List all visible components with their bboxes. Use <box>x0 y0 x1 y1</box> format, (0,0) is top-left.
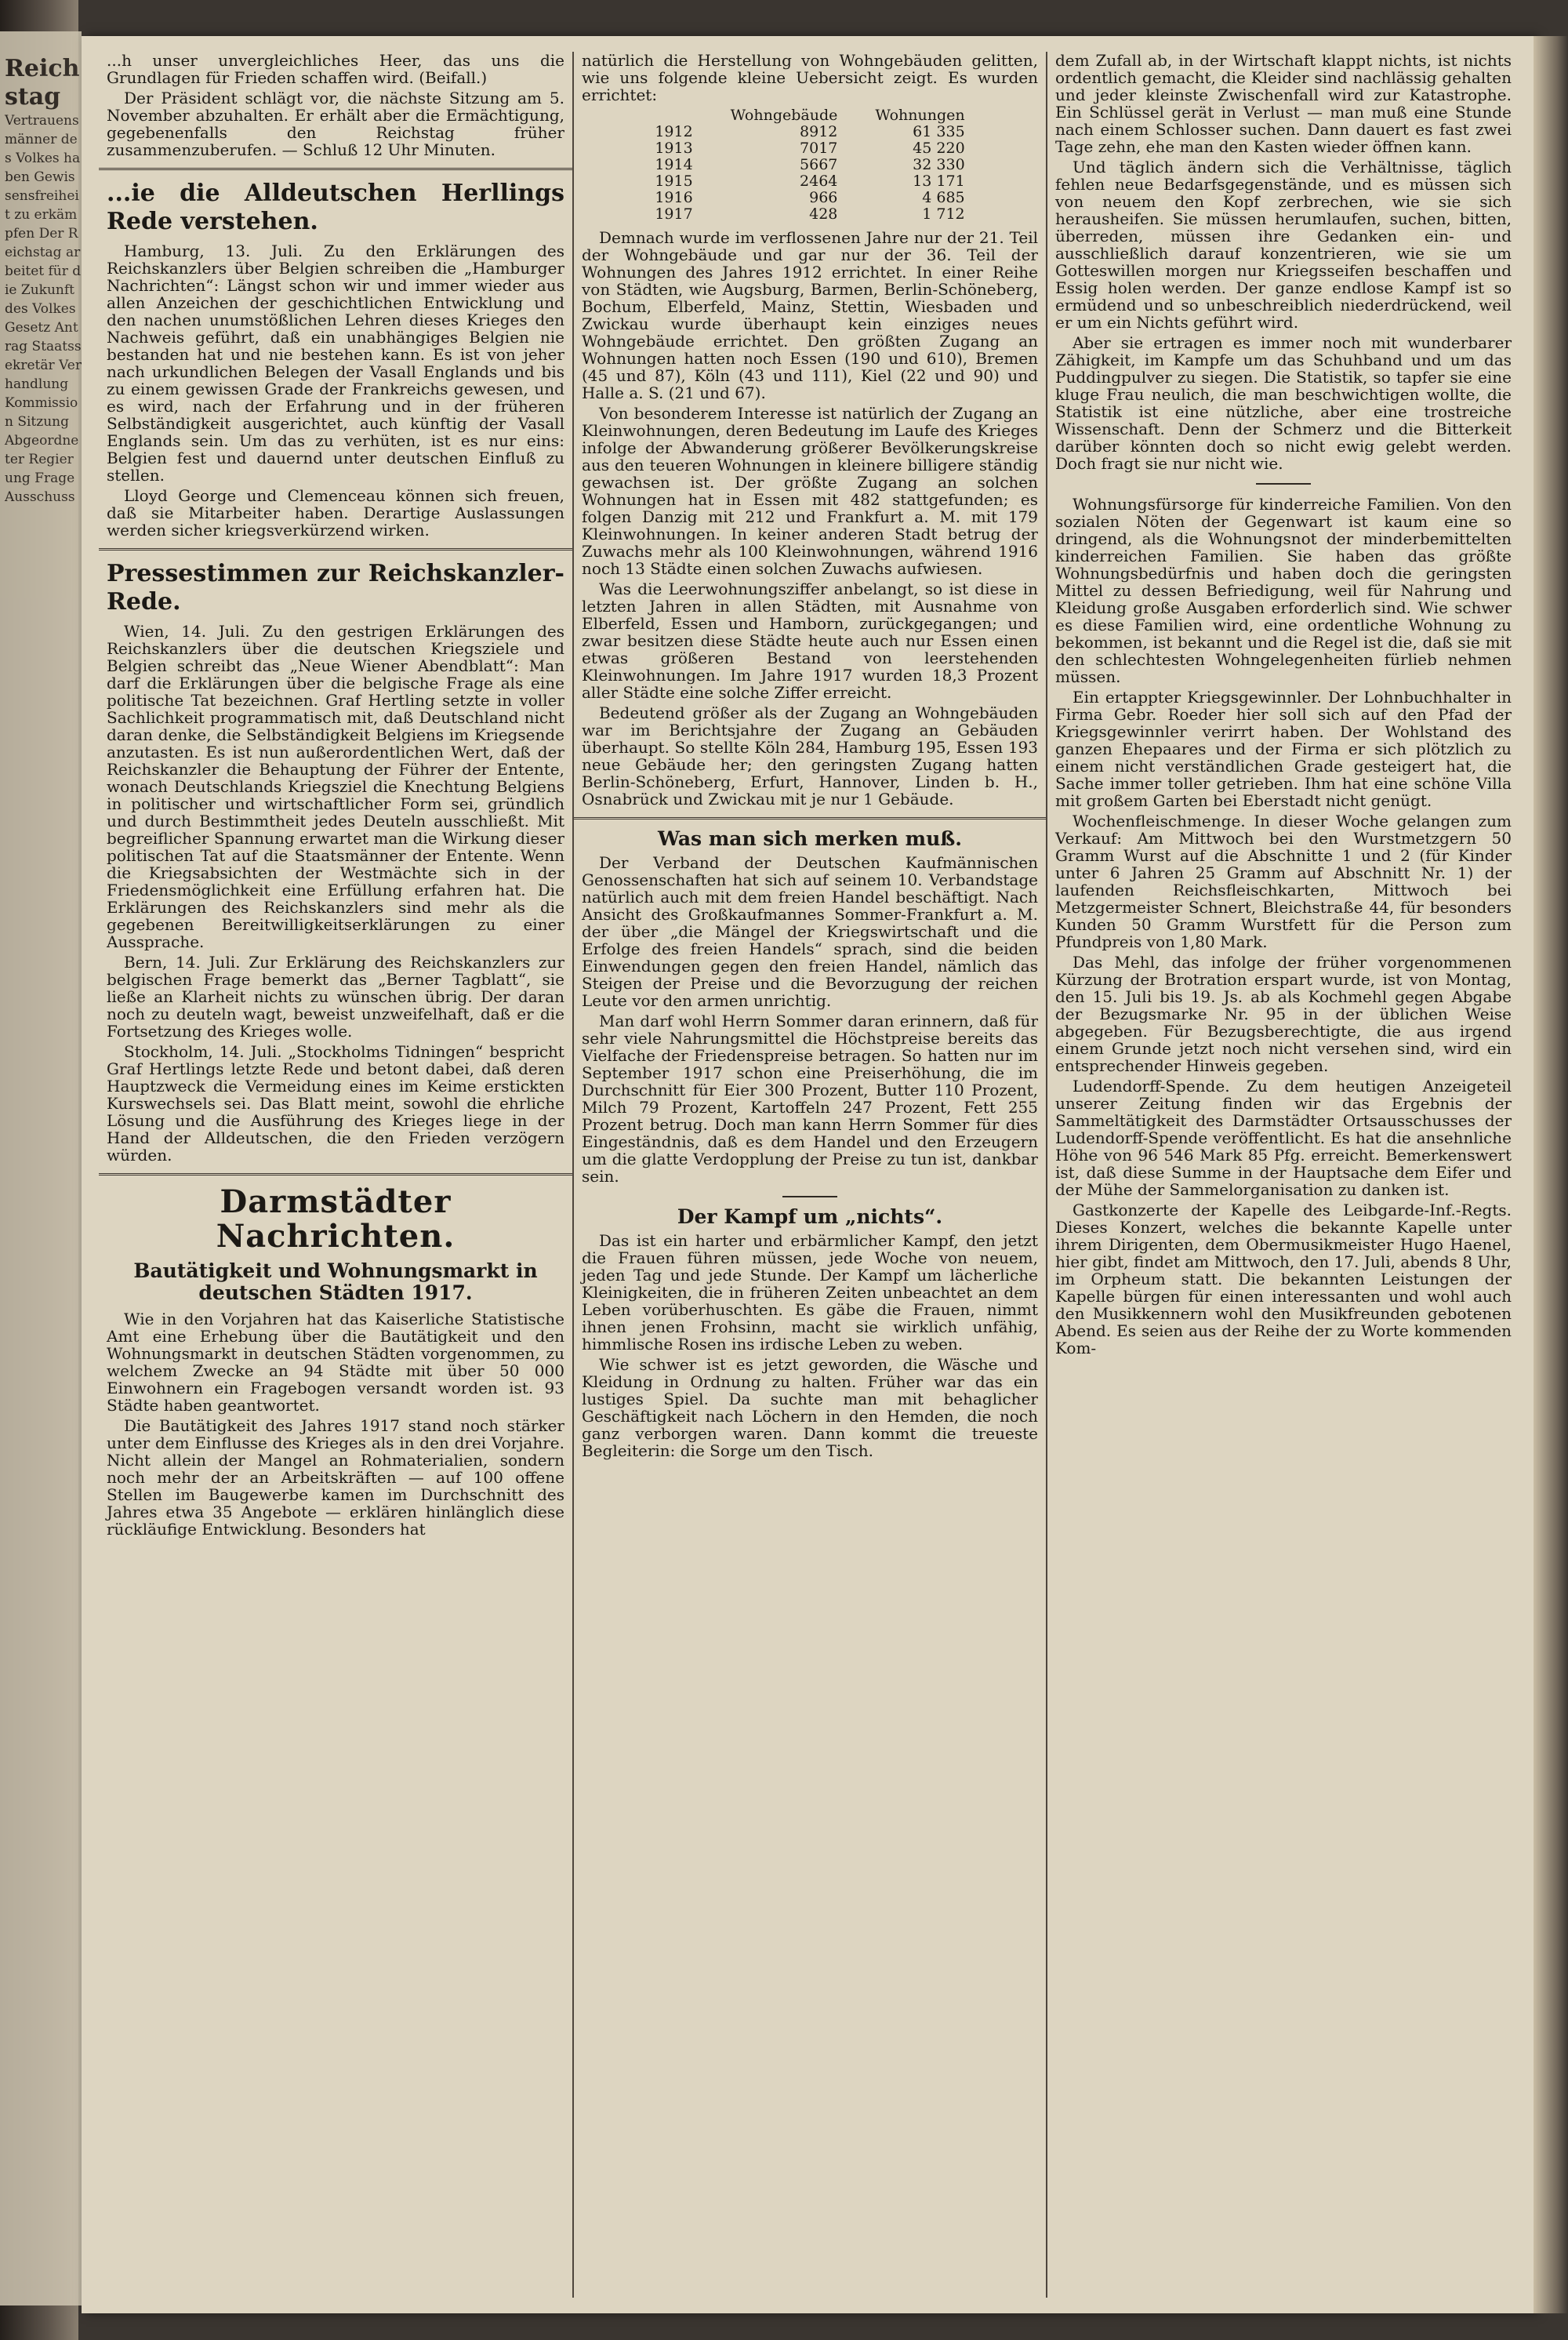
houses-cell: 2464 <box>800 173 838 190</box>
paragraph: ...h unser unvergleichliches Heer, das uns die Grundlagen für Frieden schaffen wird. (Beifall.) <box>107 52 564 87</box>
previous-page-text: Vertrauensmänner des Volkes haben Gewissensfreiheit zu erkämpfen Der Reichstag arbeitet für die Zukunft des Volkes Gesetz Antrag Staatssekretär Verhandlung Kommission Sitzung Abgeordneter Regierung Frage Ausschuss <box>5 113 82 505</box>
year-cell: 1916 <box>655 189 693 206</box>
year-cell: 1913 <box>655 140 693 157</box>
houses-cell: 966 <box>809 189 838 206</box>
column-header: Wohnungen <box>875 107 965 124</box>
flats-cell: 61 335 <box>913 123 965 140</box>
paragraph: Demnach wurde im verflossenen Jahre nur der 21. Teil der Wohngebäude und gar nur der 36. Teil der Wohnungen des Jahres 1912 errichtet. In einer Reihe von Städten, wie Augsburg, Barmen, Berlin-Schöneberg, Bochum, Elberfeld, Mainz, Stettin, Wiesbaden und Zwickau wurde überhaupt kein einziges neues Wohngebäude errichtet. Den größten Zugang an Wohnungen hatten noch Essen (190 und 610), Bremen (45 und 87), Köln (43 und 111), Kiel (22 und 90) und Halle a. S. (21 und 67). <box>581 228 1038 402</box>
paragraph: Stockholm, 14. Juli. „Stockholms Tidningen“ bespricht Graf Hertlings letzte Rede und betont dabei, daß deren Hauptzweck die Vermeidung eines im Keime erstickten Kurswechsels sei. Das Blatt meint, sowohl die ehrliche Lösung und die Ausführung des Krieges liege in der Hand der Alldeutschen, die den Frieden verzögern würden. <box>107 1042 564 1165</box>
divider <box>574 817 1046 819</box>
column-2 <box>572 52 1046 2298</box>
paragraph: Von besonderem Interesse ist natürlich der Zugang an Kleinwohnungen, deren Bedeutung im Laufe des Krieges infolge der Abwanderung größerer Bevölkerungskreise aus den teueren Wohnungen in kleinere billigere ständig gewachsen ist. Der größte Zugang an solchen Wohnungen hat in Essen mit 482 stattgefunden; es folgen Danzig mit 212 und Frankfurt a. M. mit 179 Kleinwohnungen. In keiner anderen Stadt betrug der Zuwachs mehr als 100 Kleinwohnungen, während 1916 noch 13 Städte einen solchen Zuwachs aufwiesen. <box>581 404 1038 578</box>
paragraph: Der Präsident schlägt vor, die nächste Sitzung am 5. November abzuhalten. Er erhält aber die Ermächtigung, gegebenenfalls den Reichstag früher zusammenzuberufen. — Schluß 12 Uhr Minuten. <box>107 89 564 159</box>
construction-table <box>636 107 983 223</box>
paragraph: Wochenfleischmenge. In dieser Woche gelangen zum Verkauf: Am Mittwoch bei den Wurstmetzgern 50 Gramm Wurst auf die Abschnitte 1 und 2 (für Kinder unter 6 Jahren 25 Gramm auf Abschnitt Nr. 1) der laufenden Reichsfleischkarten, Mittwoch bei Metzgermeister Schnert, Bleichstraße 44, für besonders Kunden 50 Gramm Wurstfett für die Person zum Pfundpreis von 1,80 Mark. <box>1055 812 1512 951</box>
paragraph: Gastkonzerte der Kapelle des Leibgarde-Inf.-Regts. Dieses Konzert, welches die bekannte Kapelle unter ihrem Dirigenten, dem Obermusikmeister Hugo Haenel, hier gibt, findet am Mittwoch, den 17. Juli, abends 8 Uhr, im Orpheum statt. Die bekannten Leistungen der Kapelle bürgen für einen interessanten und wohl auch den Musikkennern wohl den Musikfreunden gebotenen Abend. Es seien aus der Reihe der zu Worte kommenden Kom- <box>1055 1201 1512 1357</box>
houses-cell: 428 <box>809 205 838 223</box>
section-heading: Darmstädter Nachrichten. <box>216 1183 456 1255</box>
article-heading: Pressestimmen zur Reichskanzler-Rede. <box>107 560 564 616</box>
paragraph: Bern, 14. Juli. Zur Erklärung des Reichskanzlers zur belgischen Frage bemerkt das „Berner Tagblatt“, sie ließe an Klarheit nichts zu wünschen übrig. Der daran noch zu deuteln wagt, beweist unzweifelhaft, daß er die Fortsetzung des Krieges wolle. <box>107 953 564 1041</box>
paragraph: Ludendorff-Spende. Zu dem heutigen Anzeigeteil unserer Zeitung finden wir das Ergebnis der Sammeltätigkeit des Darmstädter Ortsausschusses der Ludendorff-Spende veröffentlicht. Es hat die ansehnliche Höhe von 96 546 Mark 85 Pfg. erreicht. Bemerkenswert ist, daß diese Summe in der Hauptsache dem Eifer und der Mühe der Sammelorganisation zu danken ist. <box>1055 1077 1512 1199</box>
year-cell: 1917 <box>655 205 693 223</box>
article-heading: Was man sich merken muß. <box>657 827 963 850</box>
table-row <box>636 157 983 173</box>
column-1 <box>99 52 572 2298</box>
paragraph: Aber sie ertragen es immer noch mit wunderbarer Zähigkeit, im Kampfe um das Schuhband und um das Puddingpulver zu siegen. Die Statistik, so tapfer sie eine kluge Frau neulich, die man beschwichtigen wollte, die Statistik ist eine nützliche, aber eine trostreiche Wissenschaft. Denn der Schmerz und die Bitterkeit darüber könnten doch so nicht ewig gelebt werden. Doch fragt sie nur nicht wie. <box>1055 333 1512 473</box>
paragraph: Wie schwer ist es jetzt geworden, die Wäsche und Kleidung in Ordnung zu halten. Früher war das ein lustiges Spiel. Da suchte man mit behaglicher Geschäftigkeit nach Löchern in den Hemden, die noch ganz verborgen waren. Dann kommt die treueste Begleiterin: die Sorge um den Tisch. <box>581 1355 1038 1460</box>
divider <box>99 548 572 550</box>
paragraph: Das Mehl, das infolge der früher vorgenommenen Kürzung der Brotration erspart wurde, ist von Montag, den 15. Juli bis 19. Js. ab als Kochmehl gegen Abgabe der Bezugsmarke Nr. 95 in der üblichen Weise abgegeben. Für Bezugsberechtigte, die aus irgend einem Grunde jetzt noch nicht versehen sind, wird ein entsprechender Hinweis gegeben. <box>1055 953 1512 1075</box>
paragraph: Wohnungsfürsorge für kinderreiche Familien. Von den sozialen Nöten der Gegenwart ist kaum eine so dringend, als die Wohnungsnot der minderbemittelten kinderreichen Familien. Sie haben das größte Wohnungsbedürfnis und haben doch die geringsten Mittel zu dessen Befriedigung, weil für Nahrung und Kleidung große Ausgaben erforderlich sind. Wie schwer es diese Familien wird, eine ordentliche Wohnung zu bekommen, ist bekannt und die Regel ist die, daß sie mit den schlechtesten Wohngelegenheiten fürlieb nehmen müssen. <box>1055 495 1512 686</box>
divider <box>99 1173 572 1175</box>
paragraph: Lloyd George und Clemenceau können sich freuen, daß sie Mitarbeiter haben. Derartige Auslassungen werden sicher kriegsverkürzend wirken. <box>107 486 564 540</box>
table-row <box>636 124 983 140</box>
flats-cell: 13 171 <box>913 173 965 190</box>
table-row <box>636 206 983 223</box>
article-heading: ...ie die Alldeutschen Herllings Rede verstehen. <box>107 180 564 235</box>
newspaper-page <box>82 36 1534 2313</box>
paragraph: Das ist ein harter und erbärmlicher Kampf, den jetzt die Frauen führen müssen, jede Woche von neuem, jeden Tag und jede Stunde. Der Kampf um lächerliche Kleinigkeiten, die in früheren Zeiten unbeachtet an dem Leben vorüberhuschten. Es gäbe die Frauen, nimmt ihnen jenen Frohsinn, macht sie wirklich unfähig, himmlische Rosen ins irdische Leben zu weben. <box>581 1231 1038 1353</box>
houses-cell: 5667 <box>800 156 838 173</box>
paragraph: Ein ertappter Kriegsgewinnler. Der Lohnbuchhalter in Firma Gebr. Roeder hier soll sich auf den Pfad der Kriegsgewinnler verirrt haben. Der Wohlstand des ganzen Ehepaares und der Firma er sich plötzlich zu einem nicht verständlichen Grade gesteigert hat, die Sache immer toller getrieben. Ihm hat eine schöne Villa mit großem Garten bei Eberstadt nicht genügt. <box>1055 688 1512 810</box>
paragraph: Wie in den Vorjahren hat das Kaiserliche Statistische Amt eine Erhebung über die Bautätigkeit und den Wohnungsmarkt in deutschen Städten vorgenommen, zu welchem Zwecke an 94 Städte mit über 50 000 Einwohnern ein Fragebogen versandt worden ist. 93 Städte haben geantwortet. <box>107 1310 564 1415</box>
column-header <box>636 107 711 124</box>
year-cell: 1915 <box>655 173 693 190</box>
column-layout <box>99 52 1519 2298</box>
paragraph: dem Zufall ab, in der Wirtschaft klappt nichts, ist nichts ordentlich gemacht, die Kleider sind nachlässig gehalten und jeder kleinste Zwischenfall wird zur Katastrophe. Ein Schlüssel gerät in Verlust — man muß eine Stunde nach einem Schlosser suchen. Dann dauert es fast zwei Tage zehn, ehe man den Kasten wieder öffnen kann. <box>1055 52 1512 156</box>
article-heading: Der Kampf um „nichts“. <box>677 1205 943 1228</box>
previous-page-heading: Reichstag <box>5 55 80 111</box>
divider <box>99 168 572 170</box>
short-divider <box>782 1196 837 1197</box>
previous-page-strip <box>0 31 82 2305</box>
houses-cell: 8912 <box>800 123 838 140</box>
year-cell: 1914 <box>655 156 693 173</box>
table-row <box>636 190 983 206</box>
column-header: Wohngebäude <box>730 107 838 124</box>
paragraph: Bedeutend größer als der Zugang an Wohngebäuden war im Berichtsjahre der Zugang an Gebäuden überhaupt. So stellte Köln 284, Hamburg 195, Essen 193 neue Gebäude her; den geringsten Zugang hatten Berlin-Schöneberg, Erfurt, Hannover, Linden b. H., Osnabrück und Zwickau mit je nur 1 Gebäude. <box>581 703 1038 808</box>
paragraph: Hamburg, 13. Juli. Zu den Erklärungen des Reichskanzlers über Belgien schreiben die „Hamburger Nachrichten“: Längst schon wir und immer wieder aus allen Anzeichen der geschichtlichen Entwicklung und den nachen unumstößlichen Lehren dieses Krieges den Nachweis geführt, daß ein unabhängiges Belgien nie bestanden hat und nie bestehen kann. Es ist von jeher nach urkundlichen Belegen der Vasall Englands und bis zu einem gewissen Grade der Frankreichs gewesen, und es wird, nach der Erfahrung und in der früheren Selbständigkeit ausgerichtet, auch künftig der Vasall Englands sein. Um das zu verhüten, ist es nur eins: Belgien fest und dauernd unter deutschen Einfluß zu stellen. <box>107 242 564 485</box>
table-row <box>636 173 983 190</box>
paragraph: Wien, 14. Juli. Zu den gestrigen Erklärungen des Reichskanzlers über die deutschen Kriegsziele und Belgien schreibt das „Neue Wiener Abendblatt“: Man darf die Erklärungen über die belgische Frage als eine politische Tat bezeichnen. Graf Hertling setzte in voller Sachlichkeit programmatisch mit, daß Deutschland nicht daran denke, die Selbständigkeit Belgiens im Kriegsende anzutasten. Es ist nun außerordentlichen Wert, daß der Reichskanzler die Behauptung der Führer der Entente, wonach Deutschlands Kriegsziel die Knechtung Belgiens in politischer und wirtschaftlicher Form sei, gründlich und durch Bestimmtheit jedes Deuteln ausschließt. Mit begreiflicher Spannung erwartet man die Wirkung dieser politischen Tat auf die Staatsmänner der Entente. Wenn die Kriegsabsichten der Westmächte sich in der Friedensmöglichkeit eine Erfüllung erfahren hat. Die Erklärungen des Reichskanzlers sind mehr als die gegebenen Bereitwilligkeitserklärungen zu einer Aussprache. <box>107 622 564 951</box>
flats-cell: 1 712 <box>922 205 965 223</box>
paragraph: Und täglich ändern sich die Verhältnisse, täglich fehlen neue Bedarfsgegenstände, und es müssen sich von neuem den Kopf zerbrechen, wie sie sich herausheifen. Sie müssen herumlaufen, suchen, bitten, überreden, müssen ihre Gedanken ein- und ausschließlich darauf konzentrieren, wie sie um Gotteswillen morgen nur Kriegsseifen beschaffen und Essig holen werden. Der ganze endlose Kampf ist so ermüdend und so unbeschreiblich niederdrückend, weil er um ein Nichts geführt wird. <box>1055 158 1512 332</box>
flats-cell: 32 330 <box>913 156 965 173</box>
year-cell: 1912 <box>655 123 693 140</box>
paragraph: Was die Leerwohnungsziffer anbelangt, so ist diese in letzten Jahren in allen Städten, mit Ausnahme von Elberfeld, Essen und Hamborn, zurückgegangen; und zwar besitzen diese Städte heute auch nur Essen einen etwas größeren Bestand von leerstehenden Kleinwohnungen. Im Jahre 1917 wurden 18,3 Prozent aller Städte eine solche Ziffer erreicht. <box>581 580 1038 702</box>
article-subheading: Bautätigkeit und Wohnungsmarkt in deutschen Städten 1917. <box>133 1259 538 1304</box>
paragraph: Der Verband der Deutschen Kaufmännischen Genossenschaften hat sich auf seinem 10. Verbandstage natürlich auch mit dem freien Handel beschäftigt. Nach Ansicht des Großkaufmannes Sommer-Frankfurt a. M. der über „die Mängel der Kriegswirtschaft und die Erfolge des freien Handels“ sprach, sind die beiden Einwendungen gegen den freien Handel, nämlich das Steigen der Preise und die Bevorzugung der reichen Leute vor den armen unrichtig. <box>581 853 1038 1010</box>
table-row <box>636 140 983 157</box>
flats-cell: 4 685 <box>922 189 965 206</box>
table-header-row <box>636 107 983 124</box>
page-edge <box>1534 36 1568 2313</box>
column-3 <box>1046 52 1519 2298</box>
paragraph: natürlich die Herstellung von Wohngebäuden gelitten, wie uns folgende kleine Uebersicht zeigt. Es wurden errichtet: <box>581 52 1038 104</box>
flats-cell: 45 220 <box>913 140 965 157</box>
houses-cell: 7017 <box>800 140 838 157</box>
paragraph: Die Bautätigkeit des Jahres 1917 stand noch stärker unter dem Einflusse des Krieges als in den drei Vorjahre. Nicht allein der Mangel an Rohmaterialien, sondern noch mehr der an Arbeitskräften — auf 100 offene Stellen im Baugewerbe kamen im Durchschnitt des Jahres etwa 35 Angebote — erklären hinlänglich diese rückläufige Entwicklung. Besonders hat <box>107 1416 564 1539</box>
short-divider <box>1256 483 1311 485</box>
paragraph: Man darf wohl Herrn Sommer daran erinnern, daß für sehr viele Nahrungsmittel die Höchstpreise bereits das Vielfache der Friedenspreise betragen. So hatten nur im September 1917 schon eine Preiserhöhung, die im Durchschnitt für Eier 300 Prozent, Butter 110 Prozent, Milch 79 Prozent, Kartoffeln 247 Prozent, Fett 255 Prozent betrug. Doch man kann Herrn Sommer für dies Eingeständnis, daß es dem Handel und den Erzeugern um die glatte Verdopplung der Preise zu tun ist, dankbar sein. <box>581 1012 1038 1186</box>
